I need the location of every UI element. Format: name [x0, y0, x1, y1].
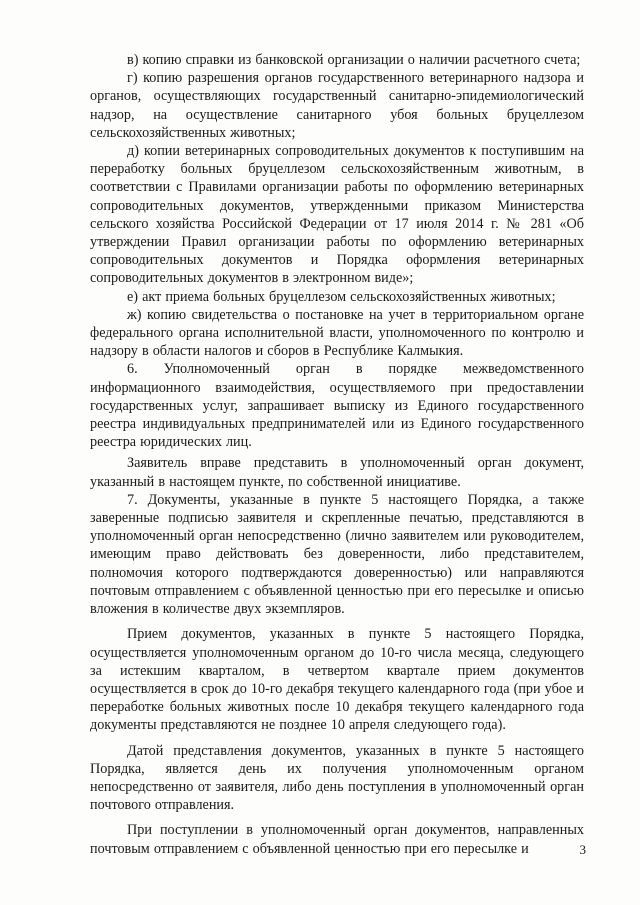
paragraph-postal-receipt: При поступлении в уполномоченный орган документов, направленных почтовым отправлением с объявленной ценностью при его пересылке и: [90, 822, 584, 857]
paragraph-item-e: е) акт приема больных бруцеллезом сельскохозяйственных животных;: [127, 288, 556, 305]
page-number: 3: [579, 842, 586, 857]
paragraph-item-g: г) копию разрешения органов государственного ветеринарного надзора и органов, осуществляющих государственный санитарно-эпидемиологический надзор, на осуществление санитарного убоя больных бруцеллезом сельскохозяйственных животных;: [90, 70, 584, 141]
paragraph-submission-date: Датой представления документов, указанных в пункте 5 настоящего Порядка, является день их получения уполномоченным органом непосредственно от заявителя, либо день поступления в уполномоченный орган почтового отправления.: [90, 742, 584, 814]
paragraph-spacer: [90, 814, 584, 821]
paragraph-item-zh: ж) копию свидетельства о постановке на учет в территориальном органе федерального органа исполнительной власти, уполномоченного по контролю и надзору в области налогов и сборов в Республике Калмыкия.: [90, 306, 584, 360]
paragraph-item-v: в) копию справки из банковской организации о наличии расчетного счета;: [127, 52, 581, 68]
paragraph-clause-6: 6. Уполномоченный орган в порядке межведомственного информационного взаимодействия, осуществляемого при предоставлении государственных услуг, запрашивает выписку из Единого государственного реестра индивидуальных предпринимателей или из Единого государственного реестра юридических лиц.: [90, 361, 584, 451]
paragraph-item-d: д) копии ветеринарных сопроводительных документов к поступившим на переработку больных бруцеллезом сельскохозяйственным животным, в соответствии с Правилами организации работы по оформлению ветеринарных сопроводительных документов, утвержденными приказом Министерства сельского хозяйства Российской Федерации от 17 июля 2014 г. № 281 «Об утверждении Правил организации работы по оформлению ветеринарных сопроводительных документов и Порядка оформления ветеринарных сопроводительных документов в электронном виде»;: [90, 143, 584, 287]
paragraph-applicant-right: Заявитель вправе представить в уполномоченный орган документ, указанный в настоящем пункте, по собственной инициативе.: [90, 455, 584, 490]
paragraph-acceptance-terms: Прием документов, указанных в пункте 5 настоящего Порядка, осуществляется уполномоченным органом до 10-го числа месяца, следующего за истекшим кварталом, в четвертом квартале прием документов осуществляется в срок до 10-го декабря текущего календарного года (при убое и переработке больных животных после 10 декабря текущего календарного года документы представляются не позднее 10 апреля следующего года).: [90, 626, 584, 734]
paragraph-spacer: [90, 618, 584, 625]
paragraph-clause-7: 7. Документы, указанные в пункте 5 настоящего Порядка, а также заверенные подписью заявителя и скрепленные печатью, представляются в уполномоченный орган непосредственно (лично заявителем или руководителем, имеющим право действовать без доверенности, либо представителем, полномочия которого подтверждаются доверенностью) или направляются почтовым отправлением с объявленной ценностью при его пересылке и описью вложения в количестве двух экземпляров.: [90, 491, 584, 618]
paragraph-spacer: [90, 735, 584, 742]
